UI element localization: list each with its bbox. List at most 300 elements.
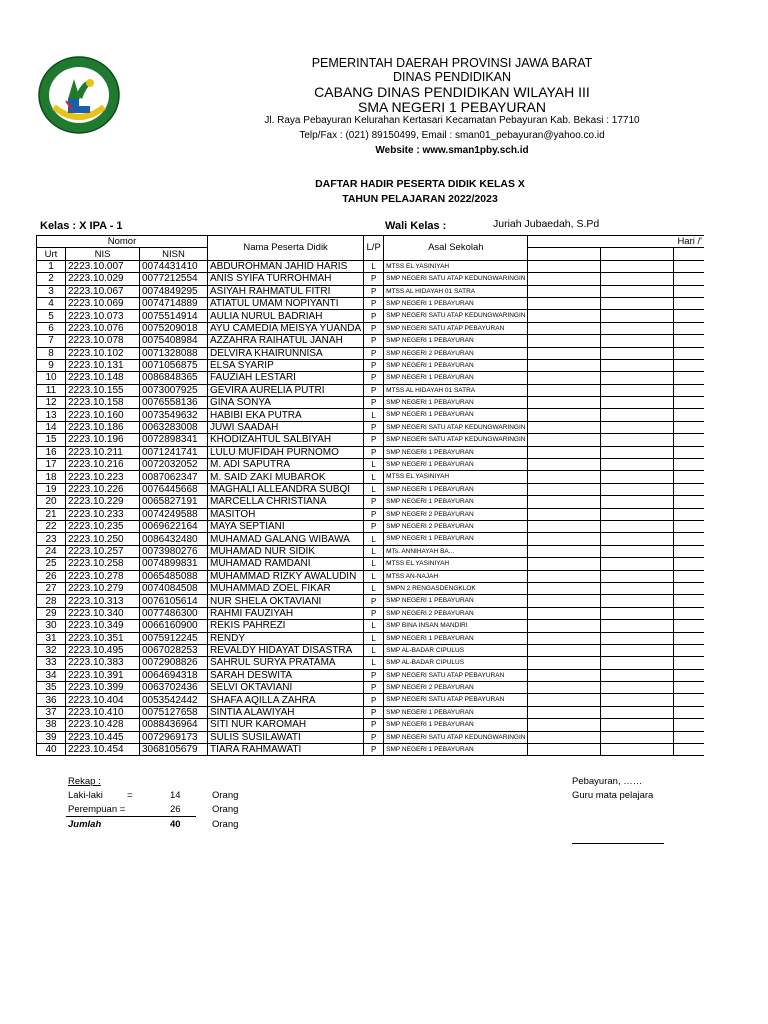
cell-nisn: 0053542442 (140, 694, 208, 706)
cell-lp: L (364, 483, 384, 495)
table-row (37, 545, 704, 557)
table-row (37, 669, 704, 681)
cell-nisn: 0074714889 (140, 297, 208, 309)
header-department: DINAS PENDIDIKAN (392, 70, 512, 84)
cell-nama: RAHMI FAUZIYAH (208, 607, 364, 619)
cell-urt: 23 (37, 533, 66, 545)
cell-lp: P (364, 384, 384, 396)
cell-day-1 (528, 397, 601, 409)
cell-nama: GINA SONYA (208, 397, 364, 409)
cell-nis: 2223.10.313 (66, 595, 140, 607)
cell-asal-sekolah: SMP NEGERI 2 PEBAYURAN (384, 607, 528, 619)
cell-lp: P (364, 421, 384, 433)
cell-urt: 22 (37, 520, 66, 532)
cell-nama: MUHAMAD RAMDANI (208, 558, 364, 570)
cell-day-1 (528, 669, 601, 681)
cell-urt: 28 (37, 595, 66, 607)
cell-day-3 (674, 508, 704, 520)
table-row (37, 694, 704, 706)
cell-nama: AZZAHRA RAIHATUL JANAH (208, 335, 364, 347)
table-row (37, 731, 704, 743)
cell-nisn: 0073007925 (140, 384, 208, 396)
table-row (37, 347, 704, 359)
cell-asal-sekolah: SMP NEGERI SATU ATAP PEBAYURAN (384, 669, 528, 681)
cell-day-1 (528, 384, 601, 396)
cell-nama: AULIA NURUL BADRIAH (208, 310, 364, 322)
cell-asal-sekolah: SMP NEGERI 2 PEBAYURAN (384, 508, 528, 520)
cell-lp: P (364, 706, 384, 718)
cell-nama: RENDY (208, 632, 364, 644)
table-row (37, 273, 704, 285)
cell-asal-sekolah: SMP NEGERI 1 PEBAYURAN (384, 372, 528, 384)
cell-day-1 (528, 706, 601, 718)
cell-day-3 (674, 545, 704, 557)
cell-lp: P (364, 347, 384, 359)
cell-day-1 (528, 620, 601, 632)
cell-urt: 30 (37, 620, 66, 632)
header-urt: Urt (37, 248, 66, 260)
cell-nisn: 0072908826 (140, 657, 208, 669)
cell-nis: 2223.10.404 (66, 694, 140, 706)
cell-day-2 (601, 620, 674, 632)
cell-day-1 (528, 533, 601, 545)
cell-asal-sekolah: MTSS EL YASINIYAH (384, 471, 528, 483)
cell-nisn: 0069622164 (140, 520, 208, 532)
cell-asal-sekolah: SMP NEGERI 2 PEBAYURAN (384, 347, 528, 359)
cell-day-1 (528, 273, 601, 285)
table-row (37, 483, 704, 495)
table-row (37, 335, 704, 347)
cell-nis: 2223.10.216 (66, 459, 140, 471)
cell-day-1 (528, 632, 601, 644)
cell-day-1 (528, 421, 601, 433)
cell-day-2 (601, 347, 674, 359)
cell-lp: P (364, 322, 384, 334)
cell-day-2 (601, 533, 674, 545)
cell-asal-sekolah: SMP NEGERI 1 PEBAYURAN (384, 397, 528, 409)
cell-urt: 32 (37, 644, 66, 656)
cell-day-3 (674, 347, 704, 359)
cell-day-1 (528, 508, 601, 520)
cell-urt: 38 (37, 719, 66, 731)
rekap-female-count: 26 (170, 804, 181, 815)
cell-day-2 (601, 409, 674, 421)
cell-urt: 11 (37, 384, 66, 396)
cell-day-1 (528, 434, 601, 446)
cell-urt: 5 (37, 310, 66, 322)
cell-day-3 (674, 719, 704, 731)
cell-urt: 10 (37, 372, 66, 384)
cell-nis: 2223.10.278 (66, 570, 140, 582)
cell-day-2 (601, 582, 674, 594)
cell-day-3 (674, 322, 704, 334)
cell-lp: P (364, 508, 384, 520)
cell-day-3 (674, 397, 704, 409)
cell-nama: SITI NUR KAROMAH (208, 719, 364, 731)
cell-nisn: 0073549632 (140, 409, 208, 421)
table-row (37, 397, 704, 409)
table-row (37, 632, 704, 644)
cell-urt: 25 (37, 558, 66, 570)
cell-nama: M. SAID ZAKI MUBAROK (208, 471, 364, 483)
cell-day-3 (674, 496, 704, 508)
cell-asal-sekolah: MTs. ANNIHAYAH BA... (384, 545, 528, 557)
cell-nisn: 0071241741 (140, 446, 208, 458)
cell-nisn: 3068105679 (140, 744, 208, 756)
cell-day-3 (674, 582, 704, 594)
table-row (37, 297, 704, 309)
cell-nis: 2223.10.223 (66, 471, 140, 483)
cell-asal-sekolah: SMP NEGERI SATU ATAP KEDUNGWARINGIN (384, 434, 528, 446)
table-row (37, 260, 704, 272)
cell-urt: 9 (37, 359, 66, 371)
cell-asal-sekolah: SMP NEGERI 2 PEBAYURAN (384, 520, 528, 532)
cell-nisn: 0073980276 (140, 545, 208, 557)
cell-day-3 (674, 607, 704, 619)
header-address: Jl. Raya Pebayuran Kelurahan Kertasari Kecamatan Pebayuran Kab. Bekasi : 17710 (264, 115, 640, 126)
cell-nisn: 0076445668 (140, 483, 208, 495)
cell-day-3 (674, 558, 704, 570)
cell-nama: LULU MUFIDAH PURNOMO (208, 446, 364, 458)
cell-day-1 (528, 607, 601, 619)
cell-day-3 (674, 595, 704, 607)
cell-lp: P (364, 372, 384, 384)
cell-nama: SULIS SUSILAWATI (208, 731, 364, 743)
table-row (37, 657, 704, 669)
cell-nama: REKIS PAHREZI (208, 620, 364, 632)
cell-day-1 (528, 545, 601, 557)
cell-nis: 2223.10.279 (66, 582, 140, 594)
rekap-total-unit: Orang (212, 819, 239, 830)
header-government: PEMERINTAH DAERAH PROVINSI JAWA BARAT (311, 56, 593, 70)
cell-lp: L (364, 260, 384, 272)
cell-day-2 (601, 483, 674, 495)
cell-day-2 (601, 397, 674, 409)
cell-nisn: 0086432480 (140, 533, 208, 545)
header-lp: L/P (364, 236, 384, 261)
table-row (37, 744, 704, 756)
cell-day-3 (674, 706, 704, 718)
cell-day-3 (674, 459, 704, 471)
cell-day-2 (601, 310, 674, 322)
cell-nisn: 0088436964 (140, 719, 208, 731)
cell-day-3 (674, 644, 704, 656)
cell-day-2 (601, 669, 674, 681)
cell-asal-sekolah: SMP AL-BADAR CIPULUS (384, 644, 528, 656)
cell-day-1 (528, 570, 601, 582)
cell-nis: 2223.10.250 (66, 533, 140, 545)
cell-day-2 (601, 260, 674, 272)
cell-day-2 (601, 719, 674, 731)
cell-nama: JUWI SAADAH (208, 421, 364, 433)
cell-day-2 (601, 471, 674, 483)
table-row (37, 310, 704, 322)
table-row (37, 384, 704, 396)
cell-day-3 (674, 335, 704, 347)
cell-nis: 2223.10.258 (66, 558, 140, 570)
cell-lp: P (364, 669, 384, 681)
cell-day-3 (674, 297, 704, 309)
cell-day-2 (601, 446, 674, 458)
table-row (37, 322, 704, 334)
cell-urt: 29 (37, 607, 66, 619)
cell-nis: 2223.10.495 (66, 644, 140, 656)
rekap-female-label: Perempuan = (68, 804, 126, 815)
cell-day-3 (674, 570, 704, 582)
cell-day-1 (528, 558, 601, 570)
cell-asal-sekolah: SMP NEGERI 1 PEBAYURAN (384, 496, 528, 508)
cell-nama: FAUZIAH LESTARI (208, 372, 364, 384)
cell-lp: P (364, 496, 384, 508)
cell-asal-sekolah: SMP AL-BADAR CIPULUS (384, 657, 528, 669)
cell-nisn: 0077212554 (140, 273, 208, 285)
cell-day-2 (601, 508, 674, 520)
cell-nis: 2223.10.349 (66, 620, 140, 632)
table-row (37, 471, 704, 483)
table-row (37, 459, 704, 471)
cell-nis: 2223.10.428 (66, 719, 140, 731)
cell-nama: AYU CAMEDIA MEISYA YUANDA (208, 322, 364, 334)
cell-nisn: 0064694318 (140, 669, 208, 681)
cell-asal-sekolah: SMP NEGERI SATU ATAP PEBAYURAN (384, 322, 528, 334)
cell-lp: L (364, 409, 384, 421)
cell-asal-sekolah: MTSS EL YASINIYAH (384, 558, 528, 570)
header-nisn: NISN (140, 248, 208, 260)
cell-nis: 2223.10.445 (66, 731, 140, 743)
cell-urt: 14 (37, 421, 66, 433)
cell-urt: 24 (37, 545, 66, 557)
cell-day-3 (674, 434, 704, 446)
cell-nisn: 0066160900 (140, 620, 208, 632)
cell-nisn: 0067028253 (140, 644, 208, 656)
cell-day-3 (674, 669, 704, 681)
cell-day-1 (528, 335, 601, 347)
cell-urt: 12 (37, 397, 66, 409)
cell-day-2 (601, 459, 674, 471)
cell-nama: DELVIRA KHAIRUNNISA (208, 347, 364, 359)
cell-lp: P (364, 694, 384, 706)
cell-nis: 2223.10.076 (66, 322, 140, 334)
cell-day-2 (601, 434, 674, 446)
table-row (37, 533, 704, 545)
cell-lp: L (364, 632, 384, 644)
cell-nisn: 0072969173 (140, 731, 208, 743)
cell-day-2 (601, 657, 674, 669)
cell-day-1 (528, 260, 601, 272)
cell-asal-sekolah: SMP NEGERI SATU ATAP KEDUNGWARINGIN (384, 273, 528, 285)
cell-nisn: 0074899831 (140, 558, 208, 570)
cell-nis: 2223.10.029 (66, 273, 140, 285)
cell-day-3 (674, 483, 704, 495)
cell-lp: L (364, 582, 384, 594)
cell-nisn: 0071056875 (140, 359, 208, 371)
table-row (37, 359, 704, 371)
cell-nis: 2223.10.229 (66, 496, 140, 508)
cell-urt: 34 (37, 669, 66, 681)
cell-asal-sekolah: SMP NEGERI 1 PEBAYURAN (384, 446, 528, 458)
table-row (37, 409, 704, 421)
cell-asal-sekolah: SMP NEGERI 1 PEBAYURAN (384, 706, 528, 718)
cell-day-2 (601, 285, 674, 297)
cell-nis: 2223.10.410 (66, 706, 140, 718)
cell-asal-sekolah: SMP NEGERI 1 PEBAYURAN (384, 533, 528, 545)
cell-urt: 2 (37, 273, 66, 285)
cell-day-1 (528, 285, 601, 297)
cell-nisn: 0072032052 (140, 459, 208, 471)
cell-asal-sekolah: SMP NEGERI SATU ATAP KEDUNGWARINGIN (384, 421, 528, 433)
cell-nama: NUR SHELA OKTAVIANI (208, 595, 364, 607)
cell-nama: KHODIZAHTUL SALBIYAH (208, 434, 364, 446)
cell-day-1 (528, 657, 601, 669)
header-asal-sekolah: Asal Sekolah (384, 236, 528, 261)
cell-urt: 1 (37, 260, 66, 272)
cell-nisn: 0075408984 (140, 335, 208, 347)
cell-nis: 2223.10.007 (66, 260, 140, 272)
cell-nis: 2223.10.131 (66, 359, 140, 371)
cell-day-1 (528, 471, 601, 483)
cell-nis: 2223.10.211 (66, 446, 140, 458)
cell-day-3 (674, 260, 704, 272)
cell-day-1 (528, 372, 601, 384)
table-row (37, 508, 704, 520)
cell-urt: 21 (37, 508, 66, 520)
cell-lp: P (364, 397, 384, 409)
homeroom-label: Wali Kelas : (385, 220, 447, 232)
cell-nis: 2223.10.257 (66, 545, 140, 557)
cell-urt: 4 (37, 297, 66, 309)
cell-nis: 2223.10.399 (66, 682, 140, 694)
cell-asal-sekolah: SMP NEGERI 1 PEBAYURAN (384, 483, 528, 495)
cell-day-1 (528, 359, 601, 371)
cell-urt: 40 (37, 744, 66, 756)
cell-urt: 19 (37, 483, 66, 495)
cell-day-3 (674, 372, 704, 384)
cell-lp: P (364, 607, 384, 619)
header-nama: Nama Peserta Didik (208, 236, 364, 261)
header-day-3 (674, 248, 704, 260)
cell-nis: 2223.10.383 (66, 657, 140, 669)
cell-nisn: 0075209018 (140, 322, 208, 334)
cell-nama: M. ADI SAPUTRA (208, 459, 364, 471)
cell-asal-sekolah: SMP NEGERI 1 PEBAYURAN (384, 409, 528, 421)
cell-nama: HABIBI EKA PUTRA (208, 409, 364, 421)
cell-nisn: 0063702436 (140, 682, 208, 694)
cell-lp: L (364, 657, 384, 669)
cell-urt: 3 (37, 285, 66, 297)
cell-asal-sekolah: SMPN 2 RENGASDENGKLOK (384, 582, 528, 594)
table-row (37, 496, 704, 508)
cell-urt: 7 (37, 335, 66, 347)
cell-nisn: 0063283008 (140, 421, 208, 433)
cell-day-1 (528, 483, 601, 495)
cell-day-1 (528, 719, 601, 731)
cell-asal-sekolah: SMP NEGERI 1 PEBAYURAN (384, 595, 528, 607)
cell-asal-sekolah: SMP NEGERI 1 PEBAYURAN (384, 744, 528, 756)
cell-asal-sekolah: SMP NEGERI SATU ATAP PEBAYURAN (384, 694, 528, 706)
province-logo (38, 55, 120, 135)
cell-nama: ATIATUL UMAM NOPIYANTI (208, 297, 364, 309)
cell-day-3 (674, 384, 704, 396)
cell-day-2 (601, 545, 674, 557)
cell-lp: L (364, 471, 384, 483)
cell-day-1 (528, 520, 601, 532)
cell-day-3 (674, 520, 704, 532)
table-row (37, 520, 704, 532)
cell-asal-sekolah: SMP NEGERI 1 PEBAYURAN (384, 297, 528, 309)
cell-urt: 33 (37, 657, 66, 669)
cell-nama: SINTIA ALAWIYAH (208, 706, 364, 718)
cell-nis: 2223.10.073 (66, 310, 140, 322)
cell-asal-sekolah: SMP NEGERI 1 PEBAYURAN (384, 335, 528, 347)
cell-nama: MUHAMAD GALANG WIBAWA (208, 533, 364, 545)
cell-lp: L (364, 620, 384, 632)
cell-day-2 (601, 694, 674, 706)
cell-lp: P (364, 285, 384, 297)
class-label: Kelas : X IPA - 1 (40, 220, 123, 232)
cell-urt: 27 (37, 582, 66, 594)
cell-day-2 (601, 607, 674, 619)
cell-nisn: 0076105614 (140, 595, 208, 607)
rekap-total-label: Jumlah (68, 819, 102, 830)
cell-lp: P (364, 446, 384, 458)
cell-day-2 (601, 558, 674, 570)
header-website: Website : www.sman1pby.sch.id (375, 145, 529, 156)
cell-day-1 (528, 459, 601, 471)
table-row (37, 446, 704, 458)
cell-day-3 (674, 731, 704, 743)
cell-asal-sekolah: SMP NEGERI SATU ATAP KEDUNGWARINGIN (384, 731, 528, 743)
header-day-2 (601, 248, 674, 260)
cell-day-3 (674, 409, 704, 421)
cell-day-1 (528, 744, 601, 756)
cell-day-1 (528, 694, 601, 706)
cell-day-2 (601, 335, 674, 347)
cell-lp: P (364, 682, 384, 694)
cell-nisn: 0074084508 (140, 582, 208, 594)
cell-day-2 (601, 706, 674, 718)
cell-lp: P (364, 595, 384, 607)
document-subtitle: TAHUN PELAJARAN 2022/2023 (342, 193, 498, 205)
rekap-male-count: 14 (170, 790, 181, 801)
cell-urt: 37 (37, 706, 66, 718)
cell-lp: P (364, 297, 384, 309)
cell-urt: 26 (37, 570, 66, 582)
cell-day-3 (674, 446, 704, 458)
cell-nama: ELSA SYARIP (208, 359, 364, 371)
cell-day-1 (528, 644, 601, 656)
cell-day-1 (528, 582, 601, 594)
cell-urt: 20 (37, 496, 66, 508)
cell-nama: ASIYAH RAHMATUL FITRI (208, 285, 364, 297)
cell-nama: MAGHALI ALLEANDRA SUBQI (208, 483, 364, 495)
cell-nisn: 0087062347 (140, 471, 208, 483)
table-row (37, 558, 704, 570)
cell-day-3 (674, 273, 704, 285)
cell-day-3 (674, 632, 704, 644)
cell-nisn: 0075514914 (140, 310, 208, 322)
cell-day-1 (528, 310, 601, 322)
cell-day-3 (674, 744, 704, 756)
header-contact: Telp/Fax : (021) 89150499, Email : sman01_pebayuran@yahoo.co.id (299, 130, 605, 141)
cell-nama: SARAH DESWITA (208, 669, 364, 681)
cell-lp: L (364, 558, 384, 570)
cell-nama: MUHAMAD NUR SIDIK (208, 545, 364, 557)
cell-asal-sekolah: SMP NEGERI 1 PEBAYURAN (384, 719, 528, 731)
signature-role: Guru mata pelajara (572, 790, 654, 801)
cell-day-2 (601, 632, 674, 644)
cell-lp: P (364, 731, 384, 743)
document-title: DAFTAR HADIR PESERTA DIDIK KELAS X (315, 178, 525, 190)
